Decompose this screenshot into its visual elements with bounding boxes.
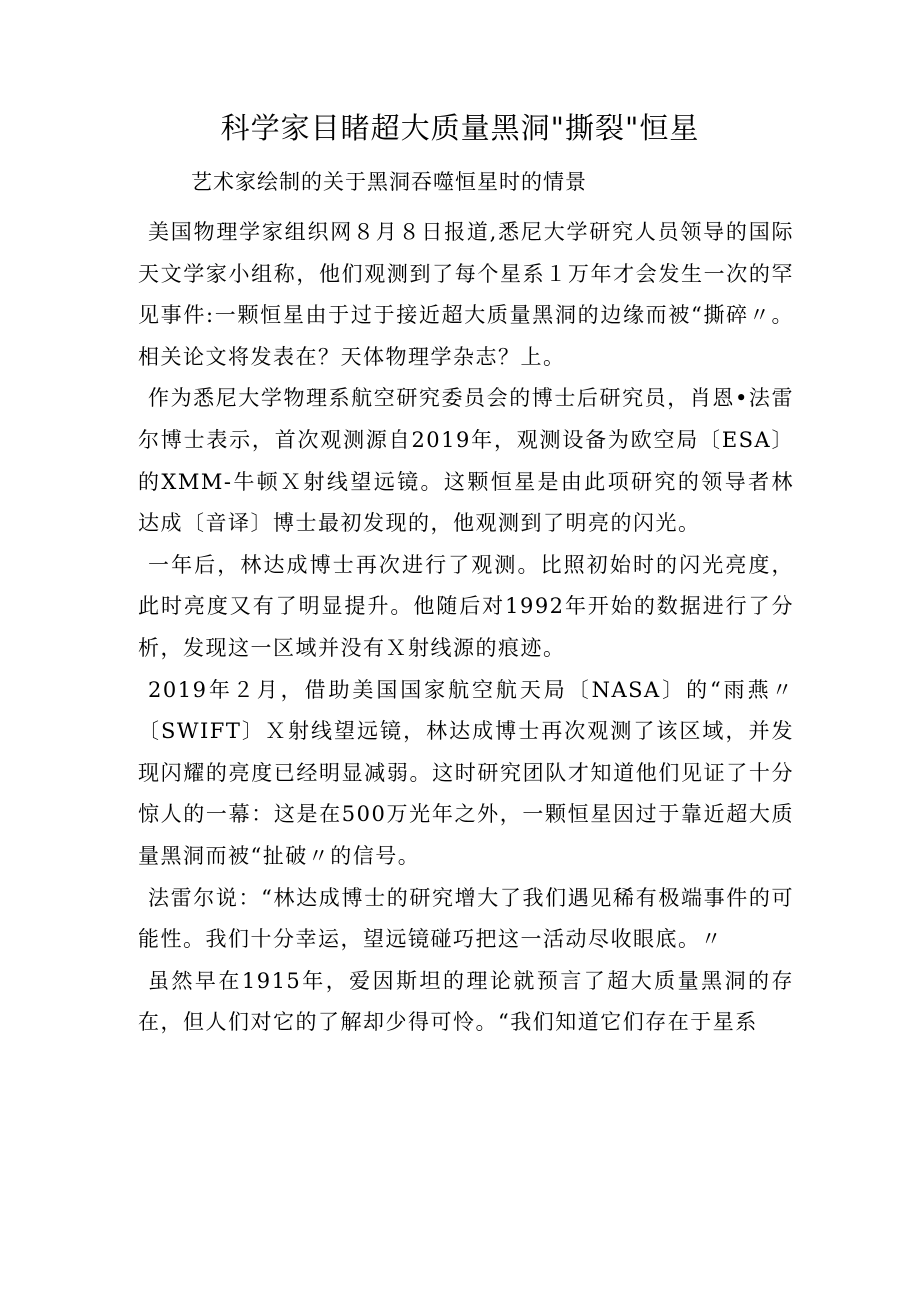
article-title: 科学家目睹超大质量黑洞"撕裂"恒星 <box>220 111 700 145</box>
paragraph-5: 法雷尔说：“林达成博士的研究增大了我们遇见稀有极端事件的可能性。我们十分幸运，望远镜碰巧把这一活动尽收眼底。〃 <box>138 885 794 952</box>
paragraph-4: 2019年２月，借助美国国家航空航天局〔NASA〕的“雨燕〃〔SWIFT〕Ｘ射线望远镜，林达成博士再次观测了该区域，并发现闪耀的亮度已经明显减弱。这时研究团队才知道他们见证了十分惊人的一幕：这是在500万光年之外，一颗恒星因过于靠近超大质量黑洞而被“扯破〃的信号。 <box>138 677 794 868</box>
image-caption: 艺术家绘制的关于黑洞吞噬恒星时的情景 <box>191 170 587 194</box>
paragraph-1: 美国物理学家组织网８月８日报道,悉尼大学研究人员领导的国际天文学家小组称，他们观测到了每个星系１万年才会发生一次的罕见事件:一颗恒星由于过于接近超大质量黑洞的边缘而被“撕碎〃。相关论文将发表在？天体物理学杂志？上。 <box>138 220 794 369</box>
paragraph-2: 作为悉尼大学物理系航空研究委员会的博士后研究员，肖恩•法雷尔博士表示，首次观测源自2019年，观测设备为欧空局〔ESA〕的XMM-牛顿Ｘ射线望远镜。这颗恒星是由此项研究的领导者林达成〔音译〕博士最初发现的，他观测到了明亮的闪光。 <box>138 386 794 536</box>
paragraph-3: 一年后，林达成博士再次进行了观测。比照初始时的闪光亮度，此时亮度又有了明显提升。他随后对1992年开始的数据进行了分析，发现这一区域并没有Ｘ射线源的痕迹。 <box>138 552 794 660</box>
paragraph-6: 虽然早在1915年，爱因斯坦的理论就预言了超大质量黑洞的存在，但人们对它的了解却少得可怜。“我们知道它们存在于星系 <box>138 968 794 1035</box>
article-body <box>138 212 794 1044</box>
